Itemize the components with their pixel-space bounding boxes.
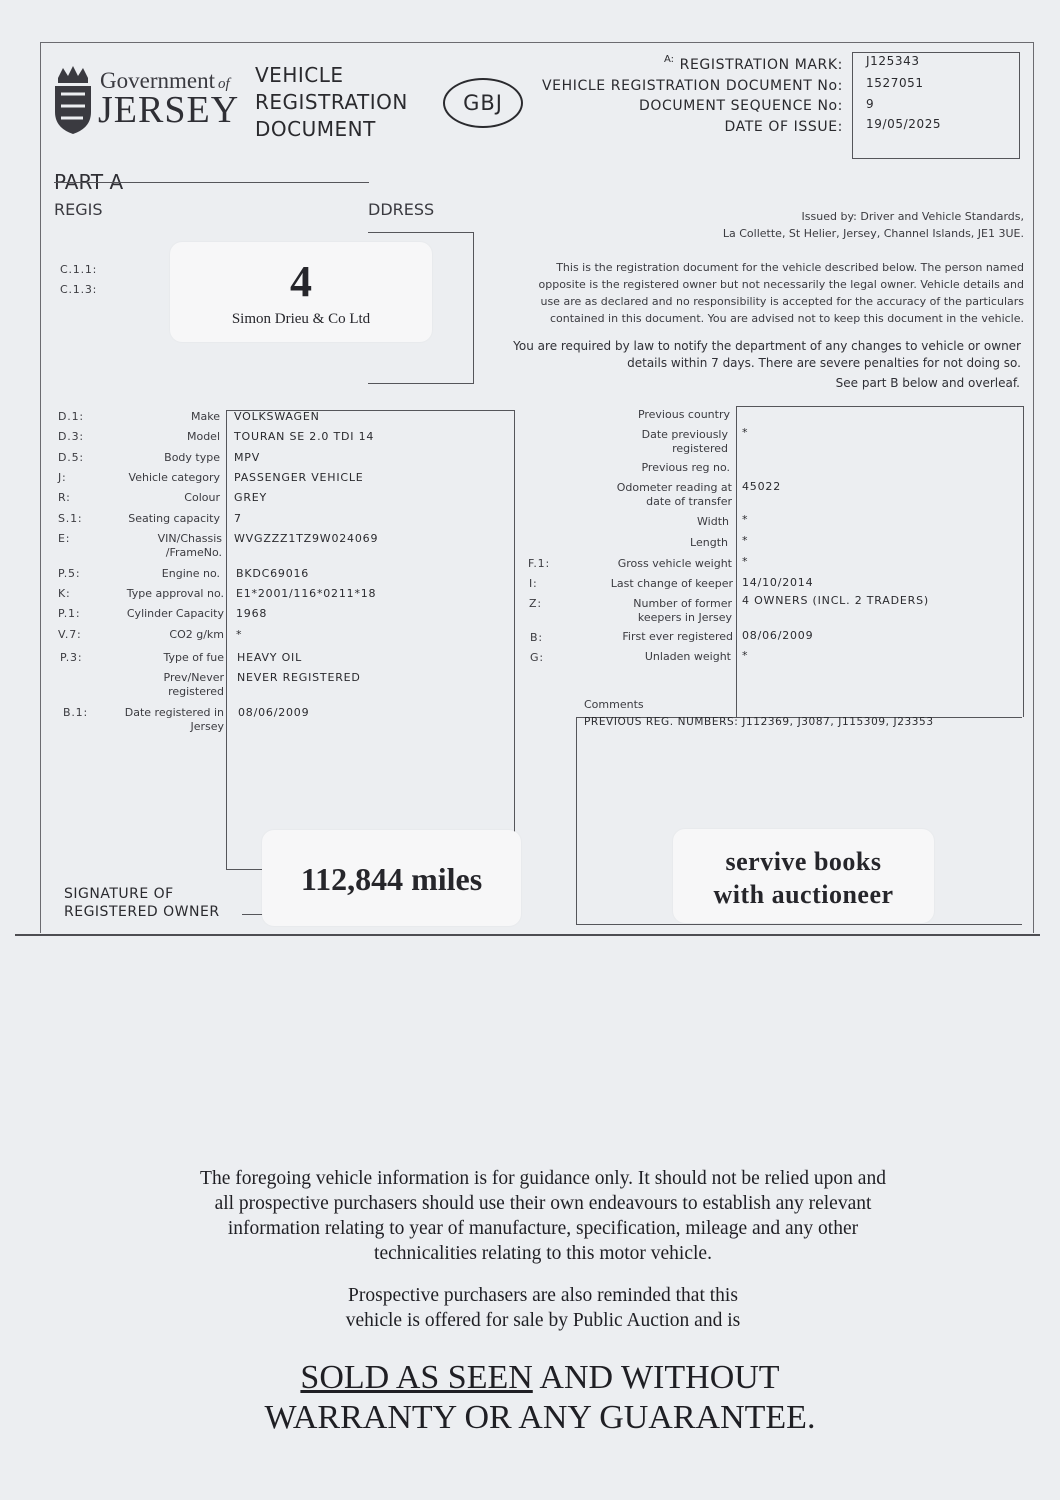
sequence-no-label: DOCUMENT SEQUENCE No: (639, 98, 843, 114)
label-width: Width (697, 515, 729, 528)
service-line1: servive books (725, 847, 882, 876)
value-prev-never: NEVER REGISTERED (237, 671, 361, 684)
date-of-issue-label: DATE OF ISSUE: (724, 119, 843, 135)
code-make: D.1: (58, 410, 84, 423)
label-previous-country: Previous country (637, 408, 730, 421)
code-body-type: D.5: (58, 451, 84, 464)
sold-as-seen-notice (40, 1358, 1040, 1438)
header-values-box (852, 52, 1020, 159)
code-first-registered: B: (530, 631, 543, 644)
value-colour: GREY (234, 491, 268, 504)
sequence-no-value: 9 (866, 97, 875, 111)
document-title (255, 62, 408, 143)
value-engine: BKDC69016 (236, 567, 310, 580)
code-gross-weight: F.1: (528, 557, 550, 570)
title-line-2: REGISTRATION (255, 90, 408, 114)
code-c13: C.1.3: (60, 283, 98, 296)
document-no-value: 1527051 (866, 76, 924, 90)
code-model: D.3: (58, 430, 84, 443)
gov-line1: Government of (100, 68, 230, 93)
signature-label (64, 885, 220, 921)
value-last-change: 14/10/2014 (742, 576, 814, 589)
notice-paragraph-1 (480, 259, 1024, 327)
value-unladen-weight: * (742, 649, 749, 662)
owner-lot-number: 4 (290, 257, 312, 306)
label-category: Vehicle category (128, 471, 220, 484)
label-cylinder: Cylinder Capacity (126, 607, 224, 620)
disclaimer-line: vehicle is offered for sale by Public Auction and is (345, 1310, 741, 1331)
label-co2: CO2 g/km (169, 628, 224, 641)
code-former-keepers: Z: (529, 597, 542, 610)
issuer-line1: Issued by: Driver and Vehicle Standards, (801, 210, 1024, 223)
notice-see-part-b: See part B below and overleaf. (835, 376, 1020, 390)
value-vin: WVGZZZ1TZ9W024069 (234, 532, 379, 545)
value-first-registered: 08/06/2009 (742, 629, 814, 642)
disclaimer-line: information relating to year of manufacture, specification, mileage and any other (227, 1218, 859, 1239)
issuer-line2: La Collette, St Helier, Jersey, Channel Islands, JE1 3UE. (722, 227, 1024, 240)
part-a-address: DDRESS (368, 200, 435, 219)
code-fuel: P.3: (60, 651, 83, 664)
value-length: * (742, 534, 749, 547)
disclaimer-line: technicalities relating to this motor vehicle. (374, 1243, 712, 1264)
comments-label: Comments (584, 698, 644, 711)
disclaimer-line: all prospective purchasers should use their own endeavours to establish any relevant (214, 1193, 872, 1214)
code-co2: V.7: (58, 628, 82, 641)
issuer (560, 208, 1024, 242)
disclaimer-paragraph-1 (60, 1166, 1026, 1266)
document-bottom-edge (15, 934, 1040, 936)
notice-line: opposite is the registered owner but not necessarily the legal owner. Vehicle details and (538, 278, 1024, 291)
a-marker: A: (664, 54, 675, 65)
value-body-type: MPV (234, 451, 261, 464)
value-former-keepers: 4 OWNERS (INCL. 2 TRADERS) (742, 594, 929, 607)
label-odometer: Odometer reading at date of transfer (616, 481, 732, 508)
country-code-badge: GBJ (443, 78, 523, 128)
notice-line: use are as declared and no responsibility is accepted for the accuracy of the particulars (540, 295, 1024, 308)
notice-line: You are required by law to notify the department of any changes to vehicle or owner (513, 339, 1021, 353)
sold-as-seen-underlined: SOLD AS SEEN (300, 1359, 533, 1396)
notice-paragraph-2 (480, 338, 1021, 372)
sold-line2: WARRANTY OR ANY GUARANTEE. (264, 1399, 816, 1436)
value-category: PASSENGER VEHICLE (234, 471, 364, 484)
label-make: Make (191, 410, 220, 423)
service-books-sticker (673, 829, 934, 923)
disclaimer-line: Prospective purchasers are also reminded that this (348, 1285, 738, 1306)
service-line2: with auctioneer (713, 880, 894, 909)
gov-line2: JERSEY (98, 89, 240, 131)
code-category: J: (58, 471, 67, 484)
mileage-sticker (262, 830, 521, 926)
value-gross-weight: * (742, 555, 749, 568)
value-cylinder: 1968 (236, 607, 268, 620)
code-date-registered: B.1: (63, 706, 88, 719)
owner-sticker (170, 242, 432, 342)
value-model: TOURAN SE 2.0 TDI 14 (234, 430, 375, 443)
disclaimer-paragraph-2 (60, 1283, 1026, 1333)
label-seating: Seating capacity (128, 512, 220, 525)
title-line-3: DOCUMENT (255, 117, 376, 141)
label-fuel: Type of fue (163, 651, 224, 664)
label-date-previously-registered: Date previously registered (641, 428, 728, 455)
value-width: * (742, 513, 749, 526)
vehicle-details-right-box (736, 406, 1024, 717)
notice-line: contained in this document. You are advised not to keep this document in the vehicle. (549, 312, 1024, 325)
label-last-change: Last change of keeper (610, 577, 733, 590)
label-first-registered: First ever registered (622, 630, 733, 643)
part-a-regis: REGIS (54, 200, 103, 219)
mileage-value: 112,844 miles (300, 861, 483, 897)
registration-mark-label: REGISTRATION MARK: (679, 57, 843, 73)
code-vin: E: (58, 532, 71, 545)
code-colour: R: (58, 491, 71, 504)
registration-mark-value: J125343 (866, 54, 920, 68)
date-of-issue-value: 19/05/2025 (866, 117, 942, 131)
value-date-registered: 08/06/2009 (238, 706, 310, 719)
signature-line2: REGISTERED OWNER (64, 904, 220, 920)
value-date-previously-registered: * (742, 426, 749, 439)
label-model: Model (186, 430, 220, 443)
part-a-rule (54, 182, 369, 183)
label-unladen-weight: Unladen weight (644, 650, 731, 663)
label-engine: Engine no. (161, 567, 220, 580)
jersey-crest-icon (50, 64, 96, 136)
code-c11: C.1.1: (60, 263, 98, 276)
value-co2: * (236, 628, 243, 641)
notice-line: This is the registration document for the vehicle described below. The person named (556, 261, 1024, 274)
label-gross-weight: Gross vehicle weight (617, 557, 732, 570)
title-line-1: VEHICLE (255, 63, 344, 87)
notice-line: details within 7 days. There are severe penalties for not doing so. (627, 356, 1021, 370)
code-engine: P.5: (58, 567, 81, 580)
code-unladen-weight: G: (530, 651, 544, 664)
label-vin: VIN/Chassis /FrameNo. (157, 532, 222, 559)
code-cylinder: P.1: (58, 607, 81, 620)
sold-as-seen-rest: AND WITHOUT (532, 1359, 780, 1396)
value-odometer: 45022 (742, 480, 781, 493)
document-no-label: VEHICLE REGISTRATION DOCUMENT No: (542, 78, 843, 94)
value-fuel: HEAVY OIL (237, 651, 303, 664)
signature-line1: SIGNATURE OF (64, 886, 174, 902)
label-date-registered: Date registered in Jersey (124, 706, 224, 733)
label-prev-never: Prev/Never registered (163, 671, 224, 698)
label-colour: Colour (184, 491, 220, 504)
label-previous-reg: Previous reg no. (641, 461, 730, 474)
disclaimer-line: The foregoing vehicle information is for guidance only. It should not be relied upon and (200, 1168, 886, 1189)
owner-name: Simon Drieu & Co Ltd (231, 311, 371, 327)
value-seating: 7 (234, 512, 242, 525)
comments-text: PREVIOUS REG. NUMBERS: J112369, J3087, J115309, J23353 (584, 716, 934, 728)
value-type-approval: E1*2001/116*0211*18 (236, 587, 377, 600)
code-last-change: I: (529, 577, 538, 590)
code-type-approval: K: (58, 587, 71, 600)
label-type-approval: Type approval no. (126, 587, 224, 600)
label-body-type: Body type (164, 451, 220, 464)
code-seating: S.1: (58, 512, 83, 525)
value-make: VOLKSWAGEN (234, 410, 320, 423)
part-a-title: PART A (54, 170, 124, 194)
label-former-keepers: Number of former keepers in Jersey (633, 597, 732, 624)
label-length: Length (690, 536, 728, 549)
signature-rule (242, 914, 264, 915)
